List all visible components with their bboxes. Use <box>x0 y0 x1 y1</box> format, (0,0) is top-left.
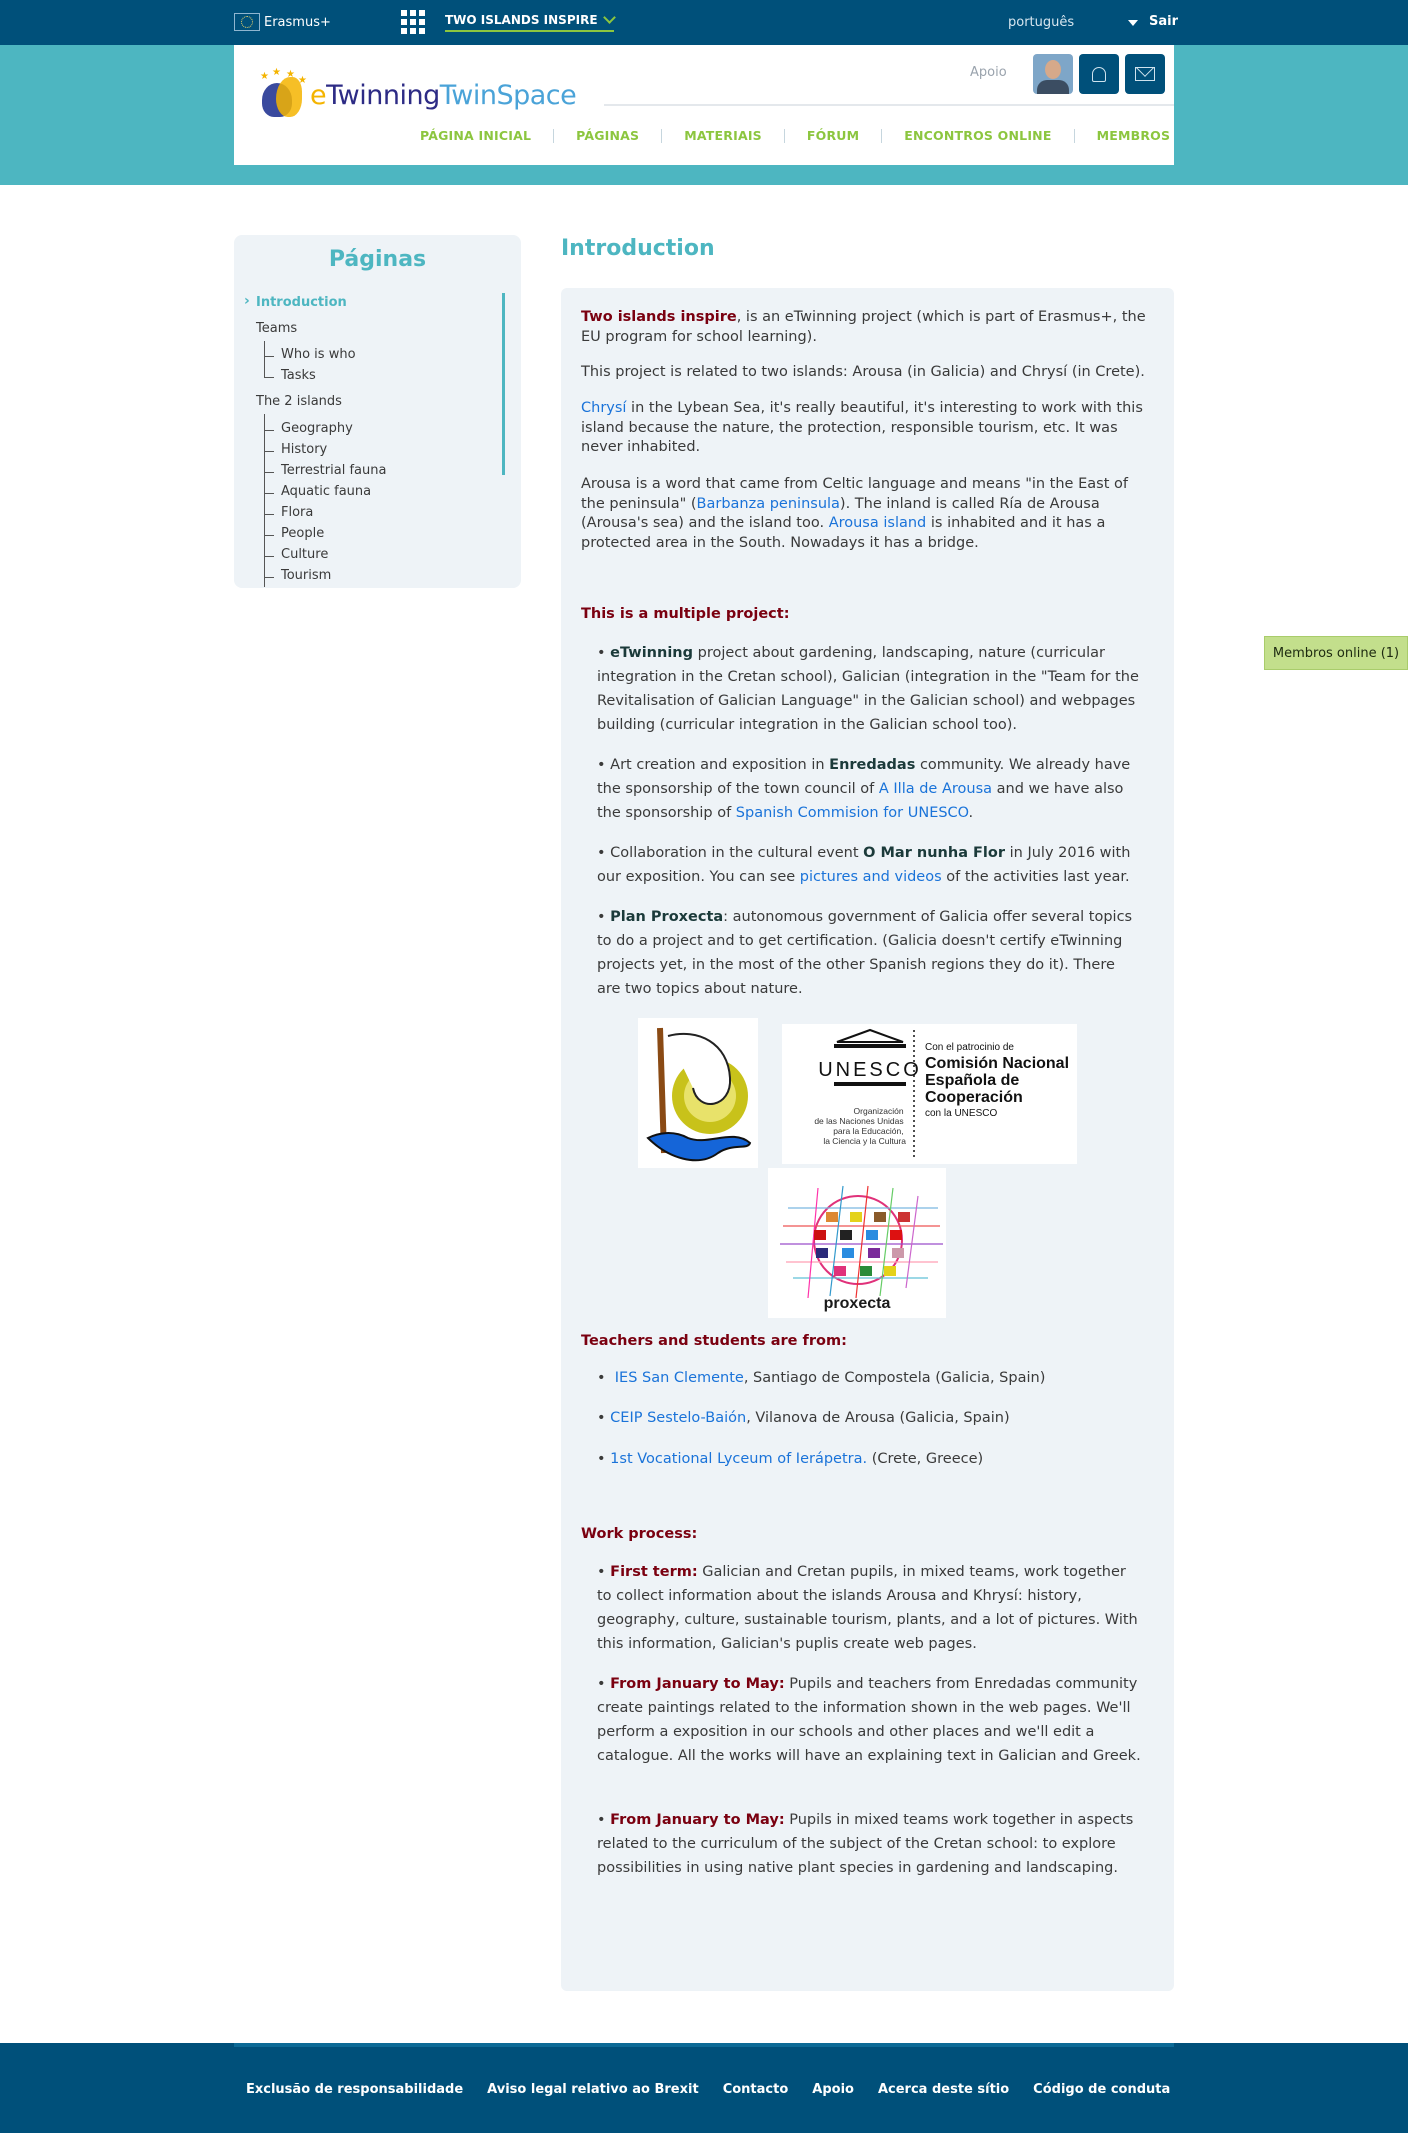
unesco-text-line: con la UNESCO <box>925 1108 998 1119</box>
logout-link[interactable]: Sair <box>1149 14 1179 29</box>
erasmus-logo[interactable] <box>234 13 331 31</box>
tree-line <box>264 414 265 587</box>
list-item: • Plan Proxecta: autonomous government of Galicia offer several topics to do a project and to get certification. (Galicia doesn't certify eTwinning projects yet, in the most of the other Spanish regions they do it). There are two topics about nature. <box>597 909 1133 997</box>
ies-san-clemente-link[interactable]: IES San Clemente <box>614 1370 744 1386</box>
language-select[interactable] <box>1008 15 1138 30</box>
apps-grid-icon[interactable] <box>401 10 425 34</box>
sidebar-item-culture[interactable]: Culture <box>281 547 329 562</box>
sidebar-item-tourism[interactable]: Tourism <box>281 568 332 583</box>
footer-divider <box>234 2043 1174 2047</box>
main-nav <box>420 128 1170 143</box>
intro-paragraph: Two islands inspire, is an eTwinning project (which is part of Erasmus+, the EU program for school learning). <box>581 309 1146 345</box>
lyceum-ierapetra-link[interactable]: 1st Vocational Lyceum of Ierápetra. <box>610 1451 868 1467</box>
sidebar-item-aquatic-fauna[interactable]: Aquatic fauna <box>281 484 372 499</box>
sidebar-item-geography[interactable]: Geography <box>281 421 353 436</box>
nav-separator <box>1074 129 1075 143</box>
barbanza-link[interactable]: Barbanza peninsula <box>696 495 840 512</box>
islands-paragraph: This project is related to two islands: Arousa (in Galicia) and Chrysí (in Crete). <box>581 364 1145 380</box>
footer-link-contact[interactable]: Contacto <box>722 2082 789 2097</box>
tree-line <box>264 514 274 515</box>
sidebar-title: Páginas <box>328 247 427 272</box>
unesco-org-line: la Ciencia y la Cultura <box>823 1136 906 1146</box>
messages-button[interactable] <box>1125 54 1165 94</box>
erasmus-label: Erasmus+ <box>264 14 331 30</box>
unesco-text-line: Comisión Nacional <box>925 1055 1070 1072</box>
footer-link-about[interactable]: Acerca deste sítio <box>877 2082 1010 2097</box>
nav-pages[interactable]: PÁGINAS <box>576 128 640 143</box>
nav-separator <box>881 129 882 143</box>
envelope-icon <box>1135 67 1155 81</box>
sidebar-item-introduction[interactable]: › Introduction <box>256 295 347 310</box>
tree-line <box>264 493 274 494</box>
sidebar-item-terrestrial-fauna[interactable]: Terrestrial fauna <box>281 463 387 478</box>
footer-links <box>246 2082 1170 2097</box>
list-item: • CEIP Sestelo-Baión, Vilanova de Arousa (Galicia, Spain) <box>597 1410 1010 1426</box>
sidebar-item-who-is-who[interactable]: Who is who <box>281 347 356 362</box>
footer-link-code-of-conduct[interactable]: Código de conduta <box>1033 2082 1171 2097</box>
list-item: • First term: Galician and Cretan pupils, in mixed teams, work together to collect information about the islands Arousa and Khrysí: history, geography, culture, sustainable tourism, plants, and a lot of pictures. With this information, Galician's puplis create web pages. <box>597 1564 1138 1652</box>
list-item: • IES San Clemente, Santiago de Compostela (Galicia, Spain) <box>597 1370 1046 1386</box>
nav-members[interactable]: MEMBROS <box>1096 128 1171 143</box>
top-bar <box>0 0 1408 45</box>
svg-text:Organización de las Na <box>814 1106 906 1146</box>
sidebar-item-teams[interactable]: Teams <box>256 321 298 336</box>
eu-flag-icon <box>234 13 260 31</box>
nav-separator <box>661 129 662 143</box>
arousa-island-link[interactable]: Arousa island <box>828 515 927 531</box>
ceip-sestelo-link[interactable]: CEIP Sestelo-Baión <box>610 1410 747 1426</box>
unesco-text-line: Cooperación <box>925 1089 1023 1106</box>
tree-line <box>264 556 274 557</box>
project-selector[interactable] <box>445 13 614 32</box>
footer-link-support[interactable]: Apoio <box>812 2082 854 2097</box>
unesco-org-line: Organización <box>853 1106 904 1116</box>
nav-forum[interactable]: FÓRUM <box>806 128 860 143</box>
proxecta-logo <box>768 1168 946 1318</box>
unesco-wordmark: UNESCO <box>818 1059 922 1081</box>
sidebar-item-history[interactable]: History <box>281 442 328 457</box>
a-illa-de-arousa-link[interactable]: A Illa de Arousa <box>878 781 993 797</box>
members-online-button[interactable]: Membros online (1) <box>1264 636 1408 670</box>
nav-home[interactable]: PÁGINA INICIAL <box>420 128 532 143</box>
list-item: • 1st Vocational Lyceum of Ierápetra. (Crete, Greece) <box>597 1451 984 1467</box>
list-item: • Collaboration in the cultural event O Mar nunha Flor in July 2016 with our exposition. You can see pictures and videos of the activities last year. <box>597 845 1131 885</box>
tree-line <box>264 577 274 578</box>
avatar[interactable] <box>1033 54 1073 94</box>
footer-link-brexit[interactable]: Aviso legal relativo ao Brexit <box>487 2082 699 2097</box>
etwinning-figure-icon: ★ ★ ★ ★ <box>258 69 308 121</box>
tree-line <box>264 377 274 378</box>
nav-separator <box>553 129 554 143</box>
tree-line <box>264 341 265 377</box>
pages-sidebar <box>234 235 521 588</box>
work-process-heading: Work process: <box>581 1526 698 1542</box>
sidebar-item-the-2-islands[interactable]: The 2 islands <box>256 394 342 409</box>
unesco-org-line: para la Educación, <box>833 1126 904 1136</box>
sidebar-scrollbar[interactable] <box>502 293 505 475</box>
sidebar-item-tasks[interactable]: Tasks <box>281 368 316 383</box>
list-item: • From January to May: Pupils and teachers from Enredadas community create paintings related to the information shown in the web pages. We'll perform a exposition in our schools and other places and we'll edit a catalogue. All the works will have an explaining text in Galician and Greek. <box>597 1676 1141 1764</box>
multiple-project-heading: This is a multiple project: <box>581 606 790 622</box>
teachers-heading: Teachers and students are from: <box>581 1333 847 1349</box>
sidebar-item-flora[interactable]: Flora <box>281 505 314 520</box>
unesco-text-line: Española de <box>925 1072 1020 1089</box>
etwinning-logo[interactable] <box>258 69 576 121</box>
footer <box>0 2043 1408 2133</box>
proxecta-wordmark: proxecta <box>823 1295 891 1312</box>
etwinning-wordmark: eTwinningTwinSpace <box>310 79 577 111</box>
sidebar-item-people[interactable]: People <box>281 526 325 541</box>
tree-line <box>264 356 274 357</box>
unesco-text-line: Con el patrocinio de <box>925 1042 1014 1053</box>
unesco-link[interactable]: Spanish Commision for UNESCO <box>735 805 969 821</box>
nav-online-meetings[interactable]: ENCONTROS ONLINE <box>904 128 1052 143</box>
nav-materials[interactable]: MATERIAIS <box>684 128 762 143</box>
chrysi-link[interactable]: Chrysí <box>581 400 627 416</box>
chrysi-paragraph: Chrysí in the Lybean Sea, it's really beautiful, it's interesting to work with this island because the nature, the protection, responsible tourism, etc. It was never inhabited. <box>581 400 1143 455</box>
pictures-videos-link[interactable]: pictures and videos <box>799 869 942 885</box>
unesco-org-line: de las Naciones Unidas <box>814 1116 904 1126</box>
project-name: TWO ISLANDS INSPIRE <box>445 13 598 27</box>
tree-line <box>264 535 274 536</box>
caret-down-icon <box>1128 20 1138 26</box>
tree-line <box>264 472 274 473</box>
unesco-sponsorship-logo <box>782 1024 1077 1164</box>
support-link[interactable]: Apoio <box>970 65 1007 80</box>
tree-line <box>264 451 274 452</box>
tree-line <box>264 430 274 431</box>
list-item: • Art creation and exposition in Enredadas community. We already have the sponsorship of the town council of A Illa de Arousa and we have also the sponsorship of Spanish Commision for UNESCO. <box>597 757 1131 821</box>
divider <box>604 104 1174 106</box>
list-item: • From January to May: Pupils in mixed teams work together in aspects related to the curriculum of the subject of the Cretan school: to explore possibilities in using native plant species in gardening and landscaping. <box>597 1812 1134 1876</box>
chevron-down-icon <box>603 11 616 24</box>
notifications-button[interactable] <box>1079 54 1119 94</box>
page-title: Introduction <box>561 236 715 261</box>
bell-icon <box>1092 67 1106 82</box>
language-value: português <box>1008 15 1075 30</box>
enredadas-logo <box>638 1018 758 1168</box>
header-card <box>234 45 1174 165</box>
nav-separator <box>784 129 785 143</box>
list-item: • eTwinning project about gardening, landscaping, nature (curricular integration in the Cretan school), Galician (integration in the "Team for the Revitalisation of Galician Language" in the Galician school) and webpages building (curricular integration in the Galician school too). <box>597 645 1139 733</box>
arousa-paragraph: Arousa is a word that came from Celtic language and means "in the East of the peninsula" (Barbanza peninsula). The inland is called Ría de Arousa (Arousa's sea) and the island too. Arousa island is inhabited and it has a protected area in the South. Nowadays it has a bridge. <box>581 476 1128 551</box>
page-content <box>561 288 1174 1991</box>
footer-link-disclaimer[interactable]: Exclusão de responsabilidade <box>246 2082 464 2097</box>
